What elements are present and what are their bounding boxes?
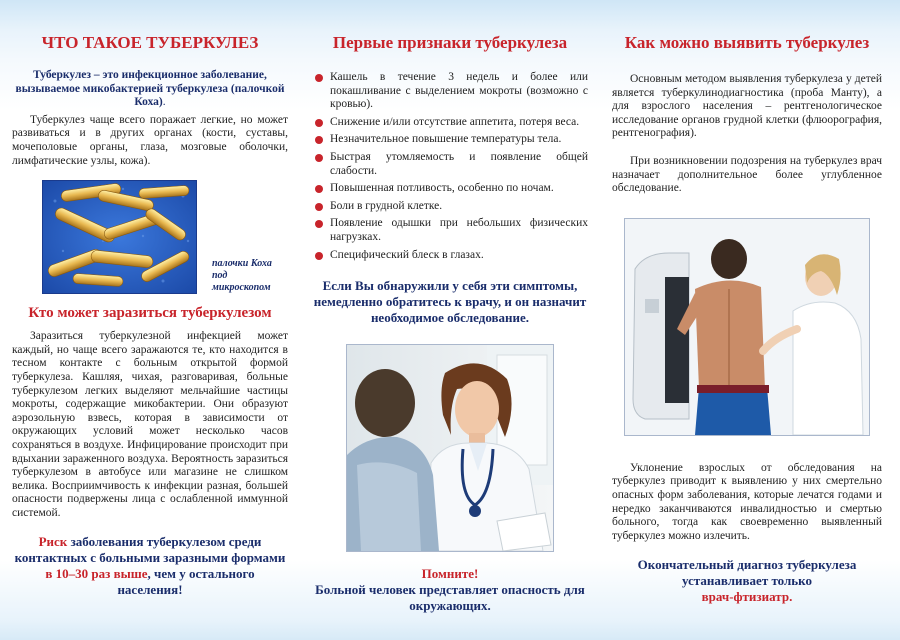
symptom-item: Незначительное повышение температуры тела. (312, 133, 588, 147)
subsection-title-who-can-be-infected: Кто может заразиться туберкулезом (28, 305, 272, 322)
symptom-item: Быстрая утомляемость и появление общей слабости. (312, 151, 588, 178)
paragraph-further-exam: При возникновении подозрения на туберкулез врач назначает дополнительное более углубленное обследование. (612, 154, 882, 195)
final-diagnosis (612, 557, 882, 605)
bacteria-caption (212, 258, 278, 294)
paragraph-organs: Туберкулез чаще всего поражает легкие, но может развиваться и в других органах (кости, суставы, мочеполовые органы, глаза, мозговые оболочки, лимфатические узлы, кожа). (12, 113, 288, 167)
section-title-detection: Как можно выявить туберкулез (624, 33, 870, 52)
column-first-signs (300, 0, 600, 640)
symptom-item: Боли в грудной клетке. (312, 200, 588, 214)
xray-examination-photo (624, 218, 870, 436)
risk-word: Риск (38, 534, 68, 550)
symptom-item: Снижение и/или отсутствие аппетита, потеря веса. (312, 116, 588, 130)
final-line-2: устанавливает только (682, 573, 812, 589)
definition-term: Туберкулез (33, 69, 92, 81)
definition-text: – это инфекционное заболевание, вызываемое микобактерией туберкулеза (палочкой Коха) (15, 69, 285, 109)
definition-lead (12, 69, 288, 110)
see-doctor-alert: Если Вы обнаружили у себя эти симптомы, немедленно обратитесь к врачу, и он назначит необходимое обследование. (313, 278, 587, 326)
column-detection (600, 0, 900, 640)
symptom-item: Появление одышки при небольших физических нагрузках. (312, 217, 588, 244)
paragraph-methods: Основным методом выявления туберкулеза у детей является туберкулинодиагностика (проба Манту), а для взрослого населения – рентгенологическое исследование органов грудной клетки (флюорография, рентгенография). (612, 73, 882, 140)
final-line-1: Окончательный диагноз туберкулеза (637, 557, 857, 573)
remember-block (312, 566, 588, 614)
risk-text-2: , чем у остального населения! (117, 566, 255, 598)
symptom-list (312, 71, 588, 262)
bacteria-caption-text: палочки Коха под микроскопом (212, 258, 272, 294)
definition-dot: . (162, 96, 166, 109)
risk-statement (12, 534, 288, 598)
risk-text-1: заболевания туберкулезом среди контактных с больными заразными формами (14, 534, 286, 566)
paragraph-consequences: Уклонение взрослых от обследования на туберкулез приводит к выявлению у них смертельно опасных форм заболевания, которые лечатся годами и нередко заканчиваются инвалидностью и смертью больного, тогда как своевременно выявленный туберкулез можно излечить. (612, 461, 882, 542)
symptom-item: Повышенная потливость, особенно по ночам. (312, 182, 588, 196)
final-line-3: врач-фтизиатр. (701, 589, 793, 605)
symptom-item: Кашель в течение 3 недель и более или покашливание с выделением мокроты (возможно с кровью). (312, 71, 588, 112)
column-what-is-tb (0, 0, 300, 640)
symptom-item: Специфический блеск в глазах. (312, 249, 588, 263)
remember-heading: Помните! (421, 566, 479, 582)
section-title-first-signs: Первые признаки туберкулеза (332, 33, 568, 52)
bacteria-microscope-image (42, 180, 197, 294)
section-title-what-is-tb: ЧТО ТАКОЕ ТУБЕРКУЛЕЗ (41, 33, 259, 52)
doctor-consultation-photo (346, 344, 554, 552)
paragraph-transmission: Заразиться туберкулезной инфекцией может каждый, но чаще всего заражаются те, кто находится в тесном контакте с больным открытой формой туберкулеза. Кашляя, чихая, разговаривая, больные туберкулезом легких выделяют мельчайшие частицы мокроты, содержащие микобактерии. Они образуют аэрозольную взвесь, которая в зависимости от окружающих условий может несколько часов сохраняться в воздухе. Инфицирование происходит при вдыхании зараженного воздуха. Вероятность заразиться туберкулезом в автобусе или магазине не слишком велика. Восприимчивость к инфекции разная, большей опасности подвержены лица с ослабленной иммунной системой. (12, 330, 288, 519)
bacteria-figure (12, 180, 288, 298)
remember-text: Больной человек представляет опасность для окружающих. (315, 582, 585, 614)
risk-multiplier: в 10–30 раз выше (45, 566, 148, 582)
